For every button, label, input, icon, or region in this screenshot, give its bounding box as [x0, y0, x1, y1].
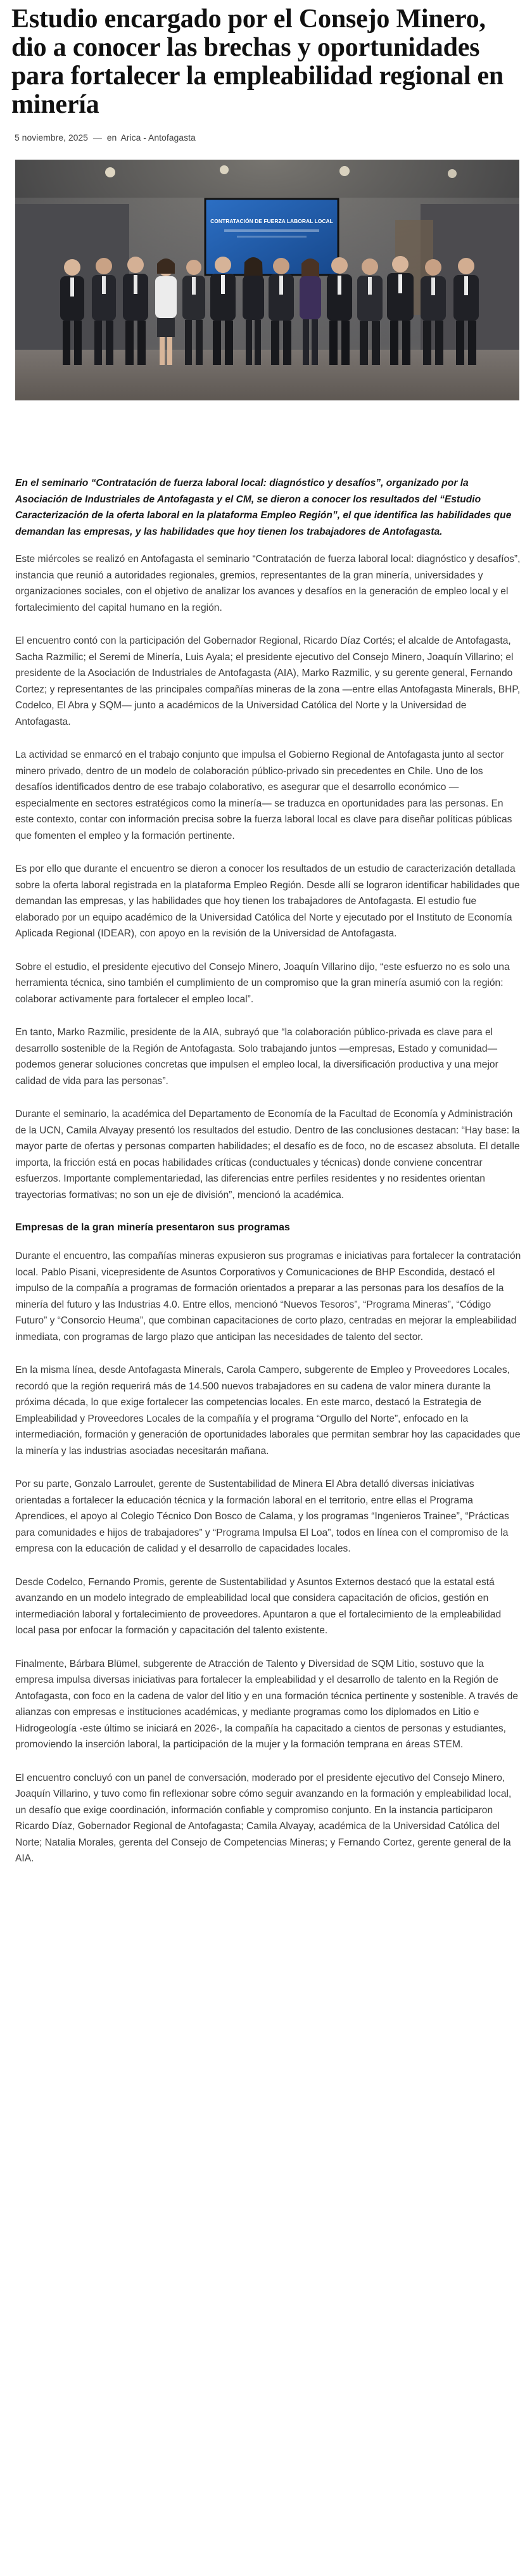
paragraph: Finalmente, Bárbara Blümel, subgerente de Atracción de Talento y Diversidad de SQM Litio, sostuvo que la empresa impulsa diversas iniciativas para fortalecer la empleabilidad y el desarrollo de talento en la Región de Antofagasta, con foco en la cadena de valor del litio y en una formación técnica pertinente y sostenible. A través de alianzas con empresas e instituciones académicas, y mediante programas como los diplomados en Litio e Hidrogeología -este último se iniciará en 2026-, la compañía ha capacitado a cientos de personas y estudiantes, promoviendo la inserción laboral, la participación de la mujer y la formación temprana en áreas STEM.	[15, 1658, 519, 1750]
paragraph: Sobre el estudio, el presidente ejecutivo del Consejo Minero, Joaquín Villarino dijo, “este esfuerzo no es solo una herramienta técnica, sino también el cumplimiento de un compromiso que la gran minería asumió con la región: colaborar activamente para fortalecer el empleo local”.	[15, 961, 510, 1005]
paragraph: Durante el seminario, la académica del Departamento de Economía de la Facultad de Economía y Administración de la UCN, Camila Alvayay presentó los resultados del estudio. Dentro de las conclusiones destacan: “Hay base: la mayor parte de ofertas y personas comparten habilidades; el desafío es de foco, no de escasez absoluta. El detalle importa, la fricción está en pocas habilidades críticas (conductuales y técnicas) donde conviene concentrar esfuerzos. Importante complementariedad, las diferencias entre perfiles residentes y no residentes orientan trayectorias formativas; no son un eje de división”, mencionó la académica.	[15, 1109, 520, 1201]
article-title: Estudio encargado por el Consejo Minero, dio a conocer las brechas y oportunidades para fortalecer la empleabilidad regional en minería	[11, 4, 504, 119]
lead-paragraph: En el seminario “Contratación de fuerza laboral local: diagnóstico y desafíos”, organizado por la Asociación de Industriales de Antofagasta y el CM, se dieron a conocer los resultados del “Estudio Caracterización de la oferta laboral en la plataforma Empleo Región”, el que identifica las habilidades que demandan las empresas, y las habilidades que hoy tienen los trabajadores de Antofagasta.	[15, 478, 512, 537]
article-meta	[15, 132, 524, 143]
paragraph: El encuentro contó con la participación del Gobernador Regional, Ricardo Díaz Cortés; el alcalde de Antofagasta, Sacha Razmilic; el Seremi de Minería, Luis Ayala; el presidente ejecutivo del Consejo Minero, Joaquín Villarino; el presidente de la Asociación de Industriales de Antofagasta (AIA), Marko Razmilic, y su gerente general, Fernando Cortez; y representantes de las principales compañías mineras de la zona —entre ellas Antofagasta Minerals, BHP, Codelco, El Abra y SQM— junto a académicos de la Universidad Católica del Norte y la Universidad de Antofagasta.	[15, 635, 521, 727]
category-link[interactable]: Arica - Antofagasta	[120, 132, 196, 143]
paragraph: En tanto, Marko Razmilic, presidente de la AIA, subrayó que “la colaboración público-privada es clave para el desarrollo sostenible de la Región de Antofagasta. Solo trabajando juntos —empresas, Estado y comunidad— podemos generar soluciones concretas que impulsen el empleo local, la diversificación productiva y una mejor calidad de vida para las personas”.	[15, 1027, 498, 1087]
category-prefix: en	[106, 132, 117, 143]
hero-image	[15, 160, 519, 400]
paragraph: Desde Codelco, Fernando Promis, gerente de Sustentabilidad y Asuntos Externos destacó que la estatal está avanzando en un modelo integrado de empleabilidad local que considera capacitación de oficios, gestión en intermediación laboral y fortalecimiento de proveedores. Apuntaron a que el fortalecimiento de la empleabilidad local pasa por enfocar la formación y capacitación del talento existente.	[15, 1576, 502, 1636]
paragraph: Por su parte, Gonzalo Larroulet, gerente de Sustentabilidad de Minera El Abra detalló diversas iniciativas orientadas a fortalecer la educación técnica y la formación laboral en el territorio, entre ellas el Programa Aprendices, el apoyo al Colegio Técnico Don Bosco de Calama, y los programas “Ingenieros Trainee”, “Prácticas para comunidades e hijos de trabajadores” y “Programa Impulsa El Loa”, todos en línea con el compromiso de la empresa con la educación de calidad y el desarrollo de capacidades locales.	[15, 1479, 509, 1554]
article-body	[15, 475, 522, 1867]
paragraph: La actividad se enmarcó en el trabajo conjunto que impulsa el Gobierno Regional de Antofagasta junto al sector minero privado, dentro de un modelo de colaboración público-privado sin precedentes en Chile. Uno de los desafíos identificados dentro de ese trabajo colaborativo, es asegurar que el desarrollo económico —especialmente en sectores estratégicos como la minería— se traduzca en oportunidades para las personas. En este contexto, contar con información precisa sobre la fuerza laboral local es clave para diseñar políticas públicas que fomenten el empleo y la formación pertinente.	[15, 749, 512, 841]
paragraph: En la misma línea, desde Antofagasta Minerals, Carola Campero, subgerente de Empleo y Proveedores Locales, recordó que la región requerirá más de 14.500 nuevos trabajadores en su cadena de valor minera durante la próxima década, lo que exige fortalecer las competencias locales. En este marco, destacó la Estrategia de Empleabilidad y Proveedores Locales de la compañía y el programa “Orgullo del Norte”, enfocado en la intermediación, formación y generación de oportunidades laborales que permitan sembrar hoy las capacidades que la minería y las industrias asociadas necesitarán mañana.	[15, 1365, 521, 1457]
article	[8, 5, 524, 1867]
publish-date: 5 noviembre, 2025	[15, 132, 88, 143]
group-photo-illustration	[15, 160, 519, 400]
paragraph: Es por ello que durante el encuentro se dieron a conocer los resultados de un estudio de caracterización detallada sobre la oferta laboral registrada en la plataforma Empleo Región. Desde allí se lograron identificar habilidades que demandan las empresas, y las habilidades que hoy tienen los trabajadores de Antofagasta. El estudio fue elaborado por un equipo académico de la Universidad Católica del Norte y ejecutado por el Instituto de Economía Aplicada Regional (IDEAR), con apoyo en la revisión de la Universidad de Antofagasta.	[15, 864, 520, 939]
paragraph: Este miércoles se realizó en Antofagasta el seminario “Contratación de fuerza laboral local: diagnóstico y desafíos”, instancia que reunió a autoridades regionales, gremios, representantes de la gran minería, universidades y organizaciones sociales, con el objetivo de analizar los avances y desafíos en la generación de empleo local y el fortalecimiento del capital humano en la región.	[15, 554, 521, 613]
meta-separator: —	[92, 132, 102, 143]
paragraph: El encuentro concluyó con un panel de conversación, moderado por el presidente ejecutivo del Consejo Minero, Joaquín Villarino, y tuvo como fin reflexionar sobre cómo seguir avanzando en la formación y empleabilidad local, un desafío que exige coordinación, información confiable y compromiso conjunto. En la instancia participaron Ricardo Díaz, Gobernador Regional de Antofagasta; Camila Alvayay, académica de la Universidad Católica del Norte; Natalia Morales, gerenta del Consejo de Competencias Mineras; y Fernando Cortez, gerente general de la AIA.	[15, 1772, 512, 1864]
screen-text: CONTRATACIÓN DE FUERZA LABORAL LOCAL	[210, 218, 333, 224]
section-heading: Empresas de la gran minería presentaron sus programas	[15, 1222, 290, 1233]
paragraph: Durante el encuentro, las compañías mineras expusieron sus programas e iniciativas para fortalecer la contratación local. Pablo Pisani, vicepresidente de Asuntos Corporativos y Comunicaciones de BHP Escondida, destacó el impulso de la compañía a programas de formación orientados a preparar a las personas para los desafíos de la minería del futuro y las Industrias 4.0. Entre ellos, mencionó “Nuevos Tesoros”, “Programa Mineras”, “Código Futuro” y “Consorcio Heuma”, que combinan capacitaciones de corto plazo, centradas en mejorar la empleabilidad inmediata, con programas de largo plazo que anticipan las necesidades de talento del sector.	[15, 1251, 521, 1342]
